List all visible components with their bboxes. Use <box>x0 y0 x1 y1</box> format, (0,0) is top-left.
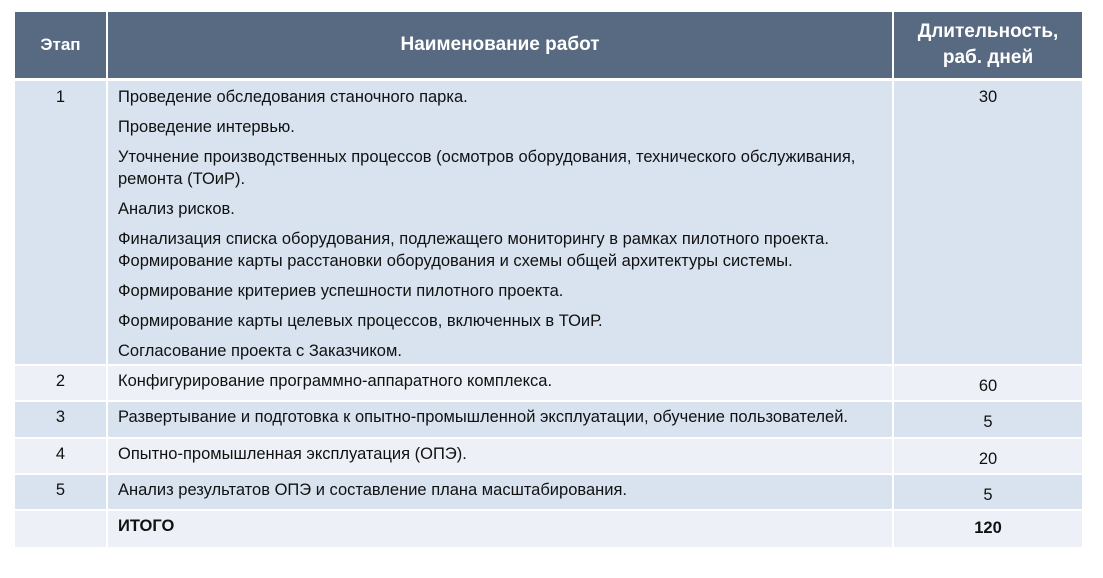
header-duration <box>893 12 1082 80</box>
header-works: Наименование работ <box>107 12 893 80</box>
work-item: Формирование критериев успешности пилотного проекта. <box>118 282 564 300</box>
table-row-stage-3 <box>15 401 1082 438</box>
stage-duration: 5 <box>893 401 1082 438</box>
stage-number: 2 <box>15 365 107 401</box>
stage-duration: 5 <box>893 474 1082 510</box>
stage-number: 4 <box>15 438 107 474</box>
table-row-stage-2 <box>15 365 1082 401</box>
total-duration: 120 <box>893 510 1082 548</box>
stage-duration: 20 <box>893 438 1082 474</box>
stage-duration: 60 <box>893 365 1082 401</box>
table-row-stage-1 <box>15 80 1082 366</box>
stage-works-list <box>107 80 893 366</box>
work-item: Формирование карты целевых процессов, включенных в ТОиР. <box>118 312 603 330</box>
header-duration-line1: Длительность, <box>917 21 1059 42</box>
work-item: Финализация списка оборудования, подлежащего мониторингу в рамках пилотного проекта. Формирование карты расстановки оборудования и схемы общей архитектуры системы. <box>118 230 829 270</box>
work-schedule-table <box>15 12 1082 549</box>
stage-work: Конфигурирование программно-аппаратного комплекса. <box>107 365 893 401</box>
work-item: Проведение интервью. <box>118 118 295 136</box>
stage-work: Опытно-промышленная эксплуатация (ОПЭ). <box>107 438 893 474</box>
work-item: Согласование проекта с Заказчиком. <box>118 342 402 360</box>
stage-number: 1 <box>15 80 107 366</box>
stage-number: 3 <box>15 401 107 438</box>
work-item: Уточнение производственных процессов (осмотров оборудования, технического обслуживания, ремонта (ТОиР). <box>118 148 856 188</box>
total-label: ИТОГО <box>107 510 893 548</box>
stage-duration: 30 <box>893 80 1082 366</box>
stage-number: 5 <box>15 474 107 510</box>
header-stage: Этап <box>15 12 107 80</box>
table-header-row <box>15 12 1082 80</box>
work-item: Проведение обследования станочного парка. <box>118 88 468 106</box>
work-item: Анализ рисков. <box>118 200 235 218</box>
total-stage-empty <box>15 510 107 548</box>
table-row-stage-4 <box>15 438 1082 474</box>
table-row-stage-5 <box>15 474 1082 510</box>
stage-work: Развертывание и подготовка к опытно-промышленной эксплуатации, обучение пользователей. <box>107 401 893 438</box>
stage-work: Анализ результатов ОПЭ и составление плана масштабирования. <box>107 474 893 510</box>
header-duration-line2: раб. дней <box>942 47 1034 68</box>
table-row-total <box>15 510 1082 548</box>
